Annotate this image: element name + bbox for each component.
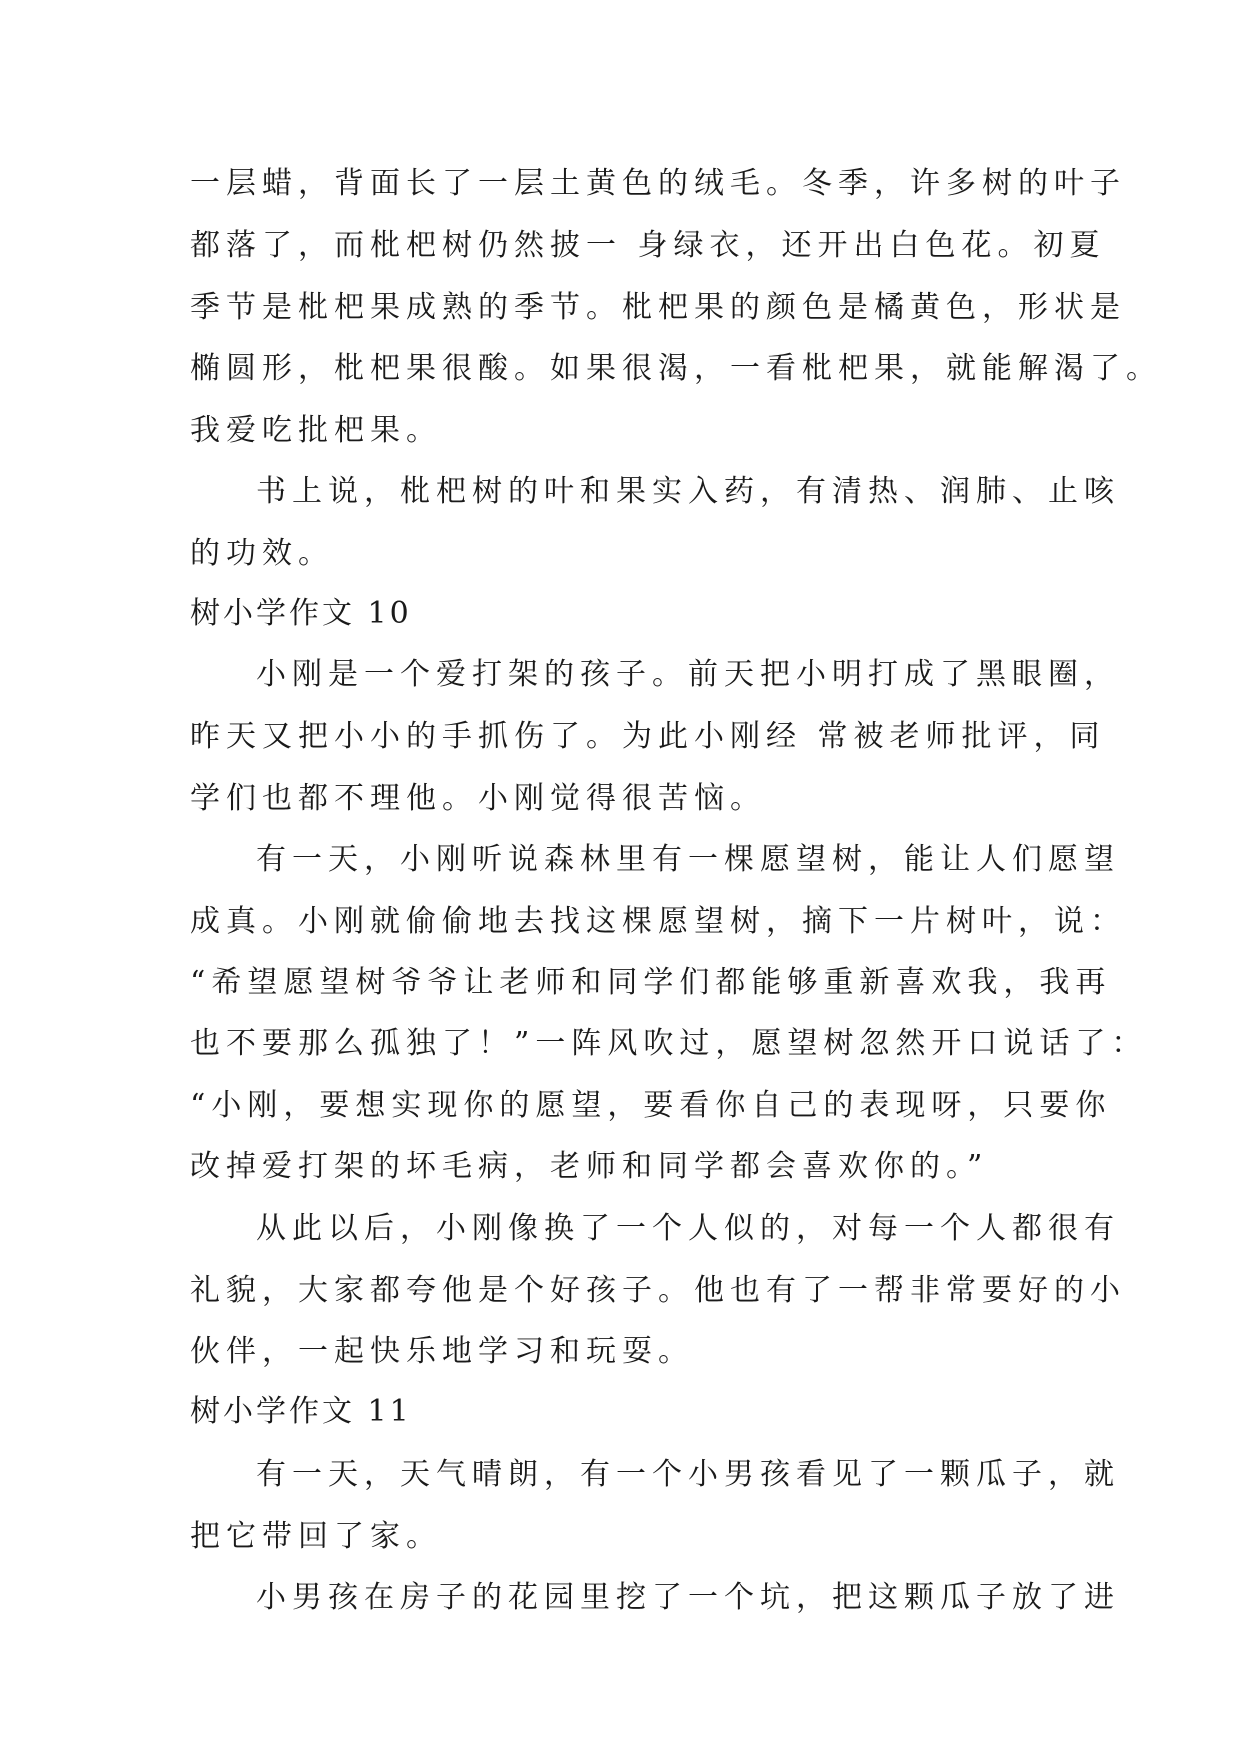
text-line: 昨天又把小小的手抓伤了。为此小刚经 常被老师批评，同 xyxy=(190,719,1106,754)
text-line: 成真。小刚就偷偷地去找这棵愿望树，摘下一片树叶，说： xyxy=(190,904,1126,939)
section-heading: 树小学作文 11 xyxy=(190,1394,412,1429)
text-line: 一层蜡，背面长了一层土黄色的绒毛。冬季，许多树的叶子 xyxy=(190,166,1126,201)
text-line: 改掉爱打架的坏毛病，老师和同学都会喜欢你的。” xyxy=(190,1149,989,1184)
section-heading: 树小学作文 10 xyxy=(190,596,412,631)
paragraph-start-line: 小刚是一个爱打架的孩子。前天把小明打成了黑眼圈， xyxy=(256,657,1120,692)
text-line: 我爱吃批杷果。 xyxy=(190,413,442,448)
text-line: 椭圆形，枇杷果很酸。如果很渴，一看枇杷果，就能解渴了。 xyxy=(190,351,1162,386)
paragraph-start-line: 小男孩在房子的花园里挖了一个坑，把这颗瓜子放了进 xyxy=(256,1580,1120,1615)
paragraph-start-line: 从此以后，小刚像换了一个人似的，对每一个人都很有 xyxy=(256,1211,1120,1246)
text-line: “希望愿望树爷爷让老师和同学们都能够重新喜欢我，我再 xyxy=(190,965,1112,1000)
text-line: 伙伴，一起快乐地学习和玩耍。 xyxy=(190,1334,694,1369)
paragraph-start-line: 有一天，小刚听说森林里有一棵愿望树，能让人们愿望 xyxy=(256,842,1120,877)
text-line: 礼貌，大家都夸他是个好孩子。他也有了一帮非常要好的小 xyxy=(190,1273,1126,1308)
paragraph-start-line: 有一天，天气晴朗，有一个小男孩看见了一颗瓜子，就 xyxy=(256,1457,1120,1492)
text-line: 也不要那么孤独了！”一阵风吹过，愿望树忽然开口说话了： xyxy=(190,1026,1148,1061)
text-line: 把它带回了家。 xyxy=(190,1519,442,1554)
text-line: 学们也都不理他。小刚觉得很苦恼。 xyxy=(190,781,766,816)
text-line: “小刚，要想实现你的愿望，要看你自己的表现呀，只要你 xyxy=(190,1088,1112,1123)
text-line: 的功效。 xyxy=(190,536,334,571)
paragraph-start-line: 书上说，枇杷树的叶和果实入药，有清热、润肺、止咳 xyxy=(256,474,1120,509)
text-line: 季节是枇杷果成熟的季节。枇杷果的颜色是橘黄色，形状是 xyxy=(190,290,1126,325)
text-line: 都落了，而枇杷树仍然披一 身绿衣，还开出白色花。初夏 xyxy=(190,228,1106,263)
